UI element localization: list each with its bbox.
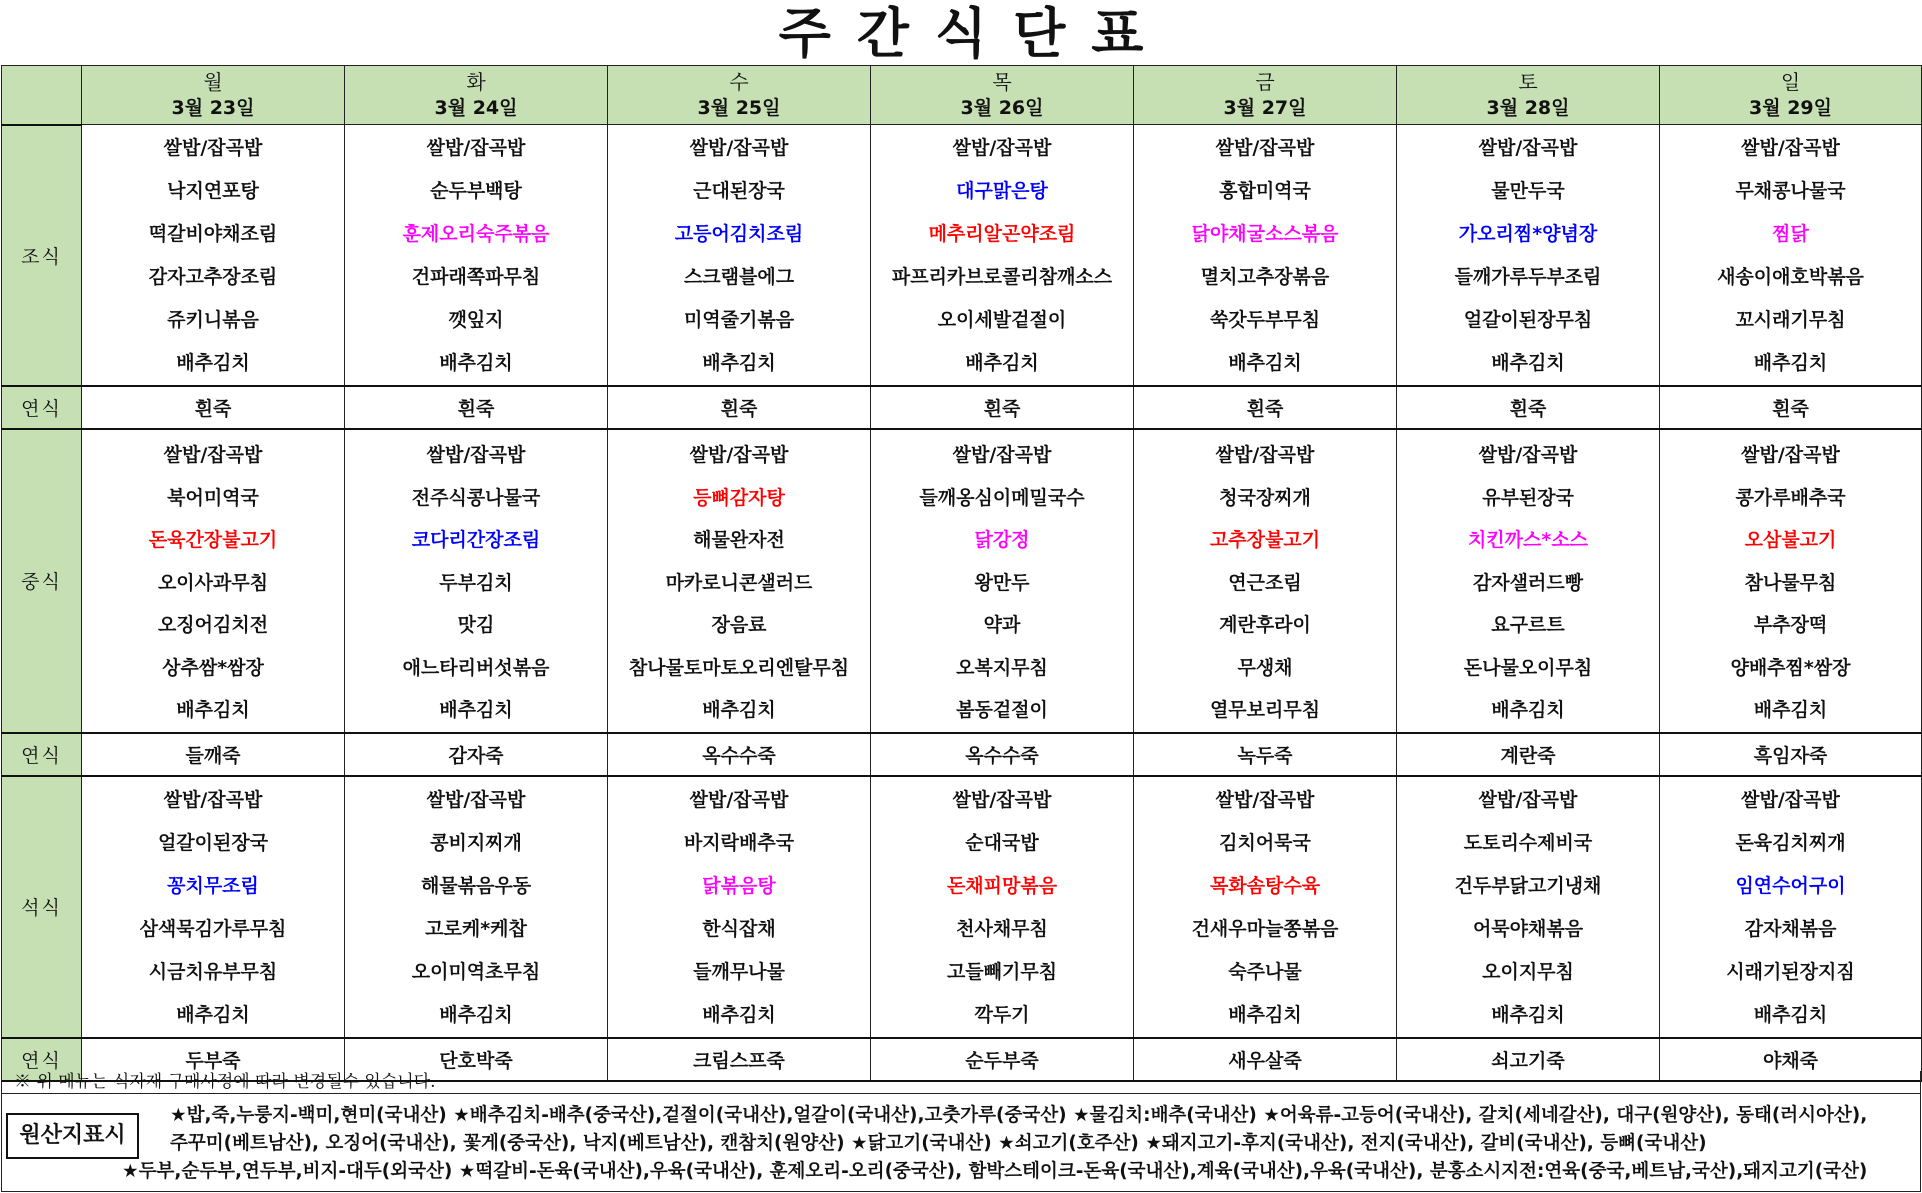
menu-item: 무생채 <box>1237 656 1293 679</box>
menu-item: 부추장떡 <box>1753 614 1828 636</box>
menu-item: 건파래쪽파무침 <box>411 266 541 288</box>
snack-cell: 쇠고기죽 <box>1397 1038 1660 1081</box>
lunch-cell <box>1397 429 1660 733</box>
menu-item: 가오리찜*양념장 <box>1458 223 1598 245</box>
menu-item: 물만두국 <box>1491 180 1565 202</box>
day-name: 일 <box>1780 70 1801 94</box>
menu-item: 코다리간장조림 <box>411 529 541 551</box>
menu-item: 돈나물오이무침 <box>1463 656 1593 679</box>
menu-item: 고등어김치조림 <box>674 223 804 245</box>
menu-item: 두부김치 <box>439 571 513 594</box>
day-date: 3월 25일 <box>697 97 781 119</box>
dinner-cell <box>608 776 871 1038</box>
menu-item: 닭야채굴소스볶음 <box>1191 223 1339 245</box>
menu-item: 해물볶음우동 <box>420 874 532 897</box>
menu-item: 쌀밥/잡곡밥 <box>1478 137 1578 159</box>
menu-item: 오이미역초무침 <box>411 960 541 983</box>
snack-label: 연식 <box>2 386 82 429</box>
menu-item: 오이지무침 <box>1482 960 1574 983</box>
menu-item: 찜닭 <box>1772 223 1809 245</box>
menu-item: 유부된장국 <box>1482 486 1574 509</box>
menu-item: 쌀밥/잡곡밥 <box>1741 788 1840 811</box>
snack-cell: 흰죽 <box>345 386 608 429</box>
menu-item: 스크램블에그 <box>683 266 795 288</box>
menu-item: 열무보리무침 <box>1209 699 1321 721</box>
dinner-label: 석식 <box>2 776 82 1038</box>
menu-item: 닭강정 <box>974 529 1030 551</box>
day-header <box>1660 66 1922 125</box>
menu-item: 배추김치 <box>702 699 776 721</box>
menu-item: 얼갈이된장무침 <box>1463 309 1593 331</box>
menu-item: 도토리수제비국 <box>1463 831 1593 854</box>
snack-cell: 흰죽 <box>82 386 345 429</box>
day-name: 토 <box>1518 70 1538 94</box>
menu-item: 감자샐러드빵 <box>1472 571 1584 594</box>
breakfast-cell <box>871 125 1134 387</box>
menu-item: 돈육간장불고기 <box>148 529 278 551</box>
menu-item: 얼갈이된장국 <box>157 831 269 854</box>
menu-item: 멸치고추장볶음 <box>1200 266 1330 288</box>
breakfast-cell <box>608 125 871 387</box>
menu-item: 콩가루배추국 <box>1735 486 1846 509</box>
menu-item: 쌀밥/잡곡밥 <box>163 788 263 811</box>
menu-item: 배추김치 <box>1228 352 1302 374</box>
day-name: 월 <box>203 70 223 94</box>
menu-item: 한식잡채 <box>702 917 776 940</box>
menu-item: 등뼈감자탕 <box>693 486 785 509</box>
menu-item: 새송이애호박볶음 <box>1717 266 1864 288</box>
lunch-cell <box>345 429 608 733</box>
day-header <box>82 66 345 125</box>
breakfast-cell <box>345 125 608 387</box>
snack-cell: 야채죽 <box>1660 1038 1922 1081</box>
menu-item: 배추김치 <box>439 1003 513 1026</box>
snack-cell: 옥수수죽 <box>871 733 1134 776</box>
menu-item: 배추김치 <box>176 699 250 721</box>
menu-item: 배추김치 <box>1491 1003 1565 1026</box>
menu-item: 쥬키니볶음 <box>167 309 259 331</box>
snack-label: 연식 <box>2 1038 82 1081</box>
menu-item: 마카로니콘샐러드 <box>665 571 813 594</box>
menu-item: 감자고추장조림 <box>148 266 278 288</box>
menu-item: 애느타리버섯볶음 <box>402 656 550 679</box>
breakfast-cell <box>1134 125 1397 387</box>
menu-item: 목화솜탕수육 <box>1209 874 1321 897</box>
menu-item: 쌀밥/잡곡밥 <box>426 444 526 466</box>
notice: ※ 위 메뉴는 식자재 구매사정에 따라 변경될수 있습니다. <box>1 1071 1921 1093</box>
menu-item: 고로케*케찹 <box>425 917 527 940</box>
menu-item: 쌀밥/잡곡밥 <box>952 788 1052 811</box>
menu-item: 고들빼기무침 <box>946 960 1058 983</box>
menu-item: 전주식콩나물국 <box>411 486 541 509</box>
snack-cell: 순두부죽 <box>871 1038 1134 1081</box>
menu-item: 김치어묵국 <box>1219 831 1311 854</box>
menu-item: 쌀밥/잡곡밥 <box>952 137 1052 159</box>
menu-item: 해물완자전 <box>693 529 785 551</box>
menu-item: 들깨가루두부조림 <box>1454 266 1602 288</box>
snack-cell: 감자죽 <box>345 733 608 776</box>
menu-item: 참나물토마토오리엔탈무침 <box>628 656 850 679</box>
menu-item: 시래기된장지짐 <box>1726 960 1855 983</box>
menu-item: 쌀밥/잡곡밥 <box>689 444 789 466</box>
lunch-cell <box>1134 429 1397 733</box>
origin-box <box>1 1093 1921 1192</box>
menu-item: 쌀밥/잡곡밥 <box>163 444 263 466</box>
menu-item: 건새우마늘쫑볶음 <box>1191 917 1339 940</box>
menu-item: 쌀밥/잡곡밥 <box>1215 788 1315 811</box>
day-name: 수 <box>729 70 749 94</box>
menu-item: 쌀밥/잡곡밥 <box>163 137 263 159</box>
menu-item: 닭볶음탕 <box>702 874 776 897</box>
day-name: 금 <box>1255 70 1275 94</box>
day-header <box>871 66 1134 125</box>
menu-item: 봄동겉절이 <box>956 699 1048 721</box>
snack-cell: 녹두죽 <box>1134 733 1397 776</box>
snack-cell: 옥수수죽 <box>608 733 871 776</box>
menu-item: 배추김치 <box>1491 699 1565 721</box>
dinner-cell <box>345 776 608 1038</box>
menu-item: 쌀밥/잡곡밥 <box>1741 444 1840 466</box>
menu-item: 오징어김치전 <box>157 614 269 636</box>
menu-item: 양배추찜*쌈장 <box>1730 656 1851 679</box>
menu-item: 오복지무침 <box>956 656 1048 679</box>
menu-item: 약과 <box>983 614 1021 636</box>
day-date: 3월 27일 <box>1223 97 1307 119</box>
day-date: 3월 23일 <box>171 97 255 119</box>
menu-item: 건두부닭고기냉채 <box>1454 874 1602 897</box>
menu-item: 꽁치무조림 <box>167 874 259 897</box>
menu-item: 배추김치 <box>1753 352 1828 374</box>
menu-item: 배추김치 <box>702 352 776 374</box>
day-header <box>1397 66 1660 125</box>
lunch-cell <box>608 429 871 733</box>
menu-item: 요구르트 <box>1491 614 1565 636</box>
menu-item: 쌀밥/잡곡밥 <box>952 444 1052 466</box>
breakfast-cell <box>1660 125 1922 387</box>
dinner-cell <box>1660 776 1922 1038</box>
menu-item: 쌀밥/잡곡밥 <box>1215 444 1315 466</box>
breakfast-cell <box>1397 125 1660 387</box>
origin-line: ★두부,순두부,연두부,비지-대두(외국산) ★떡갈비-돈육(국내산),우육(국내산), 훈제오리-오리(중국산), 함박스테이크-돈육(국내산),계육(국내산),우육(국내산), 분홍소시지전:연육(중국,베트남,국산),돼지고기(국산) <box>122 1161 1868 1182</box>
origin-line: 주꾸미(베트남산), 오징어(국내산), 꽃게(중국산), 낙지(베트남산), 캔참치(원양산) ★닭고기(국내산) ★쇠고기(호주산) ★돼지고기-후지(국내산), 전지(국내산), 갈비(국내산), 등뼈(국내산) <box>170 1133 1707 1154</box>
menu-item: 배추김치 <box>1228 1003 1302 1026</box>
header-corner <box>2 66 82 125</box>
menu-item: 고추장불고기 <box>1209 529 1321 551</box>
menu-item: 오삼불고기 <box>1744 529 1837 551</box>
menu-item: 홍합미역국 <box>1219 180 1311 202</box>
menu-item: 콩비지찌개 <box>430 831 522 854</box>
menu-item: 메추리알곤약조림 <box>928 223 1076 245</box>
menu-item: 계란후라이 <box>1219 614 1311 636</box>
snack-cell: 새우살죽 <box>1134 1038 1397 1081</box>
dinner-cell <box>82 776 345 1038</box>
menu-item: 오이세발겉절이 <box>937 309 1067 331</box>
menu-item: 들깨옹심이메밀국수 <box>919 486 1085 509</box>
lunch-cell <box>1660 429 1922 733</box>
breakfast-cell <box>82 125 345 387</box>
menu-item: 꼬시래기무침 <box>1735 309 1846 331</box>
menu-item: 맛김 <box>457 614 495 636</box>
menu-item: 치킨까스*소스 <box>1467 529 1589 551</box>
menu-item: 떡갈비야채조림 <box>148 223 278 245</box>
menu-item: 낙지연포탕 <box>167 180 259 202</box>
menu-item: 참나물무침 <box>1744 571 1837 594</box>
menu-item: 배추김치 <box>1753 699 1828 721</box>
menu-item: 쌀밥/잡곡밥 <box>1215 137 1315 159</box>
menu-item: 임연수어구이 <box>1735 874 1846 897</box>
day-header <box>608 66 871 125</box>
menu-item: 무채콩나물국 <box>1735 180 1846 202</box>
page-title: 주간식단표 <box>778 2 1170 65</box>
menu-item: 순대국밥 <box>965 831 1039 854</box>
weekly-menu-table <box>1 65 1922 1082</box>
snack-cell: 흰죽 <box>1660 386 1922 429</box>
menu-item: 돈육김치찌개 <box>1735 831 1846 854</box>
menu-item: 깻잎지 <box>448 309 504 331</box>
day-name: 화 <box>466 70 486 94</box>
menu-item: 배추김치 <box>176 1003 250 1026</box>
dinner-cell <box>1134 776 1397 1038</box>
snack-cell: 흰죽 <box>1397 386 1660 429</box>
menu-item: 깍두기 <box>974 1003 1030 1026</box>
menu-item: 배추김치 <box>439 699 513 721</box>
day-name: 목 <box>992 70 1012 94</box>
menu-item: 배추김치 <box>965 352 1039 374</box>
day-date: 3월 24일 <box>434 97 518 119</box>
snack-cell: 두부죽 <box>82 1038 345 1081</box>
snack-cell: 흰죽 <box>608 386 871 429</box>
menu-item: 파프리카브로콜리참깨소스 <box>891 266 1113 288</box>
menu-item: 장음료 <box>711 614 767 636</box>
lunch-cell <box>82 429 345 733</box>
snack-cell: 크림스프죽 <box>608 1038 871 1081</box>
day-date: 3월 26일 <box>960 97 1044 119</box>
menu-item: 쑥갓두부무침 <box>1209 309 1321 331</box>
snack-cell: 흑임자죽 <box>1660 733 1922 776</box>
menu-item: 쌀밥/잡곡밥 <box>1741 137 1840 159</box>
menu-item: 배추김치 <box>1491 352 1565 374</box>
menu-item: 돈채피망볶음 <box>946 874 1058 897</box>
menu-item: 쌀밥/잡곡밥 <box>1478 444 1578 466</box>
menu-item: 천사채무침 <box>956 917 1048 940</box>
menu-item: 근대된장국 <box>693 180 785 202</box>
menu-item: 쌀밥/잡곡밥 <box>689 137 789 159</box>
menu-item: 상추쌈*쌈장 <box>162 656 264 679</box>
menu-item: 연근조림 <box>1228 571 1302 594</box>
menu-item: 배추김치 <box>176 352 250 374</box>
dinner-cell <box>1397 776 1660 1038</box>
origin-line: ★밥,죽,누룽지-백미,현미(국내산) ★배추김치-배추(중국산),겉절이(국내산),얼갈이(국내산),고춧가루(중국산) ★물김치:배추(국내산) ★어육류-고등어(국내산), 갈치(세네갈산), 대구(원양산), 동태(러시아산), <box>170 1105 1868 1126</box>
origin-label: 원산지표시 <box>6 1113 139 1159</box>
breakfast-label: 조식 <box>2 125 82 387</box>
snack-cell: 흰죽 <box>871 386 1134 429</box>
day-date: 3월 29일 <box>1749 97 1832 119</box>
lunch-cell <box>871 429 1134 733</box>
menu-item: 삼색묵김가루무침 <box>139 917 287 940</box>
menu-item: 북어미역국 <box>167 486 259 509</box>
menu-item: 배추김치 <box>1753 1003 1828 1026</box>
day-date: 3월 28일 <box>1486 97 1570 119</box>
menu-item: 대구맑은탕 <box>956 180 1048 202</box>
menu-item: 배추김치 <box>439 352 513 374</box>
snack-cell: 계란죽 <box>1397 733 1660 776</box>
dinner-cell <box>871 776 1134 1038</box>
menu-item: 숙주나물 <box>1228 960 1302 983</box>
menu-item: 쌀밥/잡곡밥 <box>426 788 526 811</box>
menu-item: 쌀밥/잡곡밥 <box>1478 788 1578 811</box>
menu-item: 쌀밥/잡곡밥 <box>426 137 526 159</box>
menu-item: 바지락배추국 <box>683 831 795 854</box>
menu-item: 들깨무나물 <box>693 960 785 983</box>
snack-label: 연식 <box>2 733 82 776</box>
day-header <box>345 66 608 125</box>
menu-item: 시금치유부무침 <box>148 960 278 983</box>
menu-item: 어묵야채볶음 <box>1472 917 1584 940</box>
menu-item: 청국장찌개 <box>1219 486 1311 509</box>
menu-item: 훈제오리숙주볶음 <box>402 223 550 245</box>
snack-cell: 단호박죽 <box>345 1038 608 1081</box>
snack-cell: 들깨죽 <box>82 733 345 776</box>
menu-item: 오이사과무침 <box>157 571 269 594</box>
menu-item: 미역줄기볶음 <box>683 309 795 331</box>
menu-item: 왕만두 <box>974 571 1030 594</box>
menu-item: 감자채볶음 <box>1744 917 1837 940</box>
menu-item: 쌀밥/잡곡밥 <box>689 788 789 811</box>
menu-item: 배추김치 <box>702 1003 776 1026</box>
lunch-label: 중식 <box>2 429 82 733</box>
menu-item: 순두부백탕 <box>430 180 522 202</box>
day-header <box>1134 66 1397 125</box>
snack-cell: 흰죽 <box>1134 386 1397 429</box>
